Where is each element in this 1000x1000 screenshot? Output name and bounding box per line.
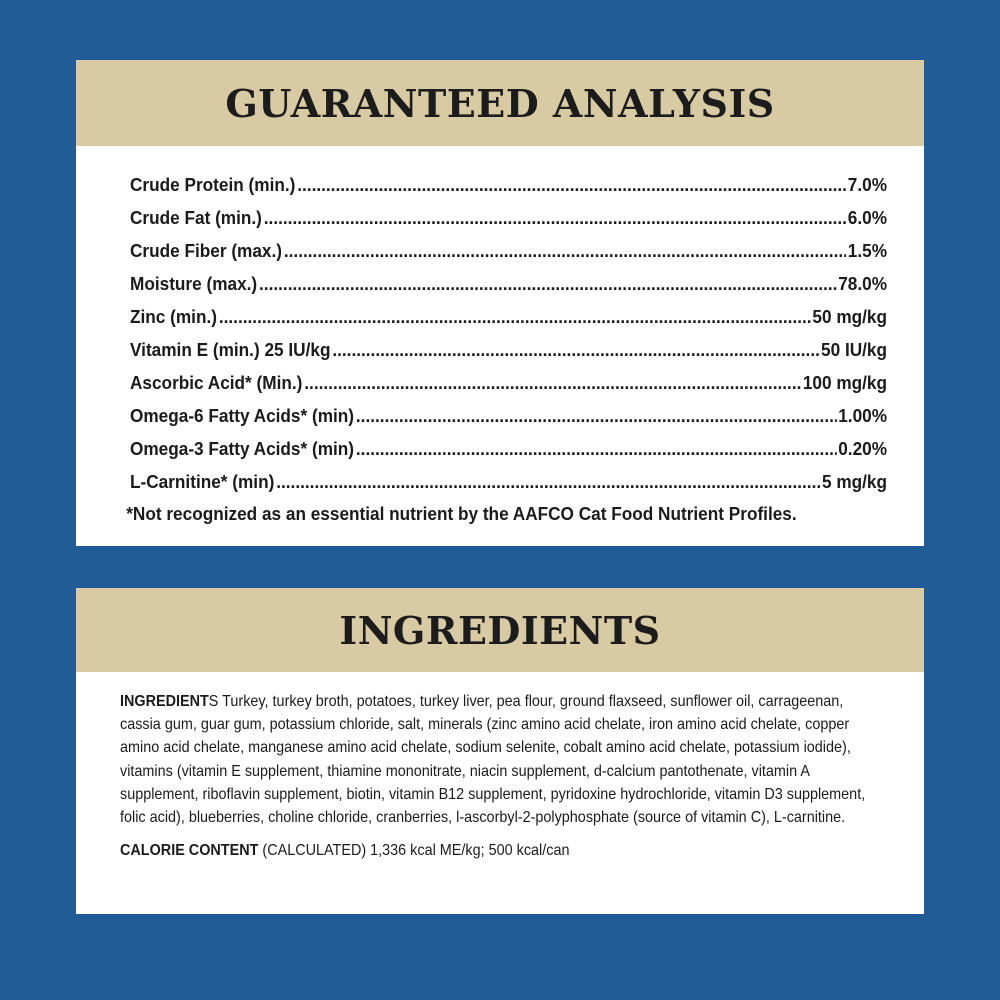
analysis-list (76, 146, 924, 498)
guaranteed-analysis-panel (76, 60, 924, 546)
ingredients-list-text: Turkey, turkey broth, potatoes, turkey liver, pea flour, ground flaxseed, sunflower oil, carrageenan, cassia gum, guar gum, potassium chloride, salt, minerals (zinc amino acid chelate, iron amino acid chelate, copper amino acid chelate, manganese amino acid chelate, sodium selenite, cobalt amino acid chelate, potassium iodide), vitamins (vitamin E supplement, thiamine mononitrate, niacin supplement, d-calcium pantothenate, vitamin A supplement, riboflavin supplement, biotin, vitamin B12 supplement, pyridoxine hydrochloride, vitamin D3 supplement, folic acid), blueberries, choline chloride, cranberries, l-ascorbyl-2-polyphosphate (source of vitamin C), L-carnitine. (120, 693, 866, 827)
analysis-value: 0.20% (838, 438, 888, 459)
analysis-label: Crude Fat (min.) (130, 207, 262, 228)
analysis-value: 1.00% (838, 405, 888, 426)
analysis-label: Moisture (max.) (130, 273, 258, 294)
analysis-value: 5 mg/kg (821, 471, 888, 492)
analysis-value: 78.0% (838, 273, 888, 294)
ingredients-label: INGREDIENT (120, 693, 209, 710)
calorie-content (120, 839, 885, 862)
dot-leader (264, 201, 846, 234)
analysis-label: L-Carnitine* (min) (130, 471, 275, 492)
dot-leader (219, 300, 811, 333)
calorie-label: CALORIE CONTENT (120, 842, 259, 860)
analysis-row-zinc (130, 300, 887, 333)
analysis-label: Crude Fiber (max.) (130, 240, 283, 261)
analysis-row-crude-fiber (130, 234, 887, 267)
analysis-value: 6.0% (847, 207, 888, 228)
ingredients-label-suffix: S (208, 693, 219, 710)
dot-leader (297, 168, 846, 201)
analysis-value: 100 mg/kg (802, 372, 888, 393)
dot-leader (356, 432, 836, 465)
ingredients-body (76, 672, 924, 862)
ingredients-paragraph (120, 690, 885, 829)
analysis-value: 7.0% (847, 174, 888, 195)
analysis-label: Ascorbic Acid* (Min.) (130, 372, 303, 393)
analysis-row-omega-3 (130, 432, 887, 465)
analysis-value: 1.5% (847, 240, 888, 261)
dot-leader (304, 366, 801, 399)
analysis-value: 50 mg/kg (812, 306, 888, 327)
dot-leader (259, 267, 836, 300)
analysis-label: Omega-6 Fatty Acids* (min) (130, 405, 355, 426)
analysis-row-crude-protein (130, 168, 887, 201)
dot-leader (356, 399, 836, 432)
analysis-label: Zinc (min.) (130, 306, 217, 327)
ingredients-header (76, 588, 924, 672)
analysis-row-l-carnitine (130, 465, 887, 498)
dot-leader (284, 234, 846, 267)
dot-leader (332, 333, 819, 366)
analysis-row-moisture (130, 267, 887, 300)
ingredients-panel (76, 588, 924, 914)
analysis-footnote: *Not recognized as an essential nutrient by the AAFCO Cat Food Nutrient Profiles. (126, 503, 797, 524)
guaranteed-analysis-header (76, 60, 924, 146)
analysis-value: 50 IU/kg (821, 339, 888, 360)
analysis-label: Crude Protein (min.) (130, 174, 296, 195)
calorie-value: (CALCULATED) 1,336 kcal ME/kg; 500 kcal/can (258, 842, 570, 860)
analysis-label: Vitamin E (min.) 25 IU/kg (130, 339, 331, 360)
analysis-row-crude-fat (130, 201, 887, 234)
analysis-row-omega-6 (130, 399, 887, 432)
guaranteed-analysis-title: GUARANTEED ANALYSIS (225, 80, 775, 126)
analysis-row-ascorbic-acid (130, 366, 887, 399)
ingredients-title: INGREDIENTS (339, 607, 661, 653)
analysis-label: Omega-3 Fatty Acids* (min) (130, 438, 355, 459)
dot-leader (276, 465, 820, 498)
analysis-row-vitamin-e (130, 333, 887, 366)
